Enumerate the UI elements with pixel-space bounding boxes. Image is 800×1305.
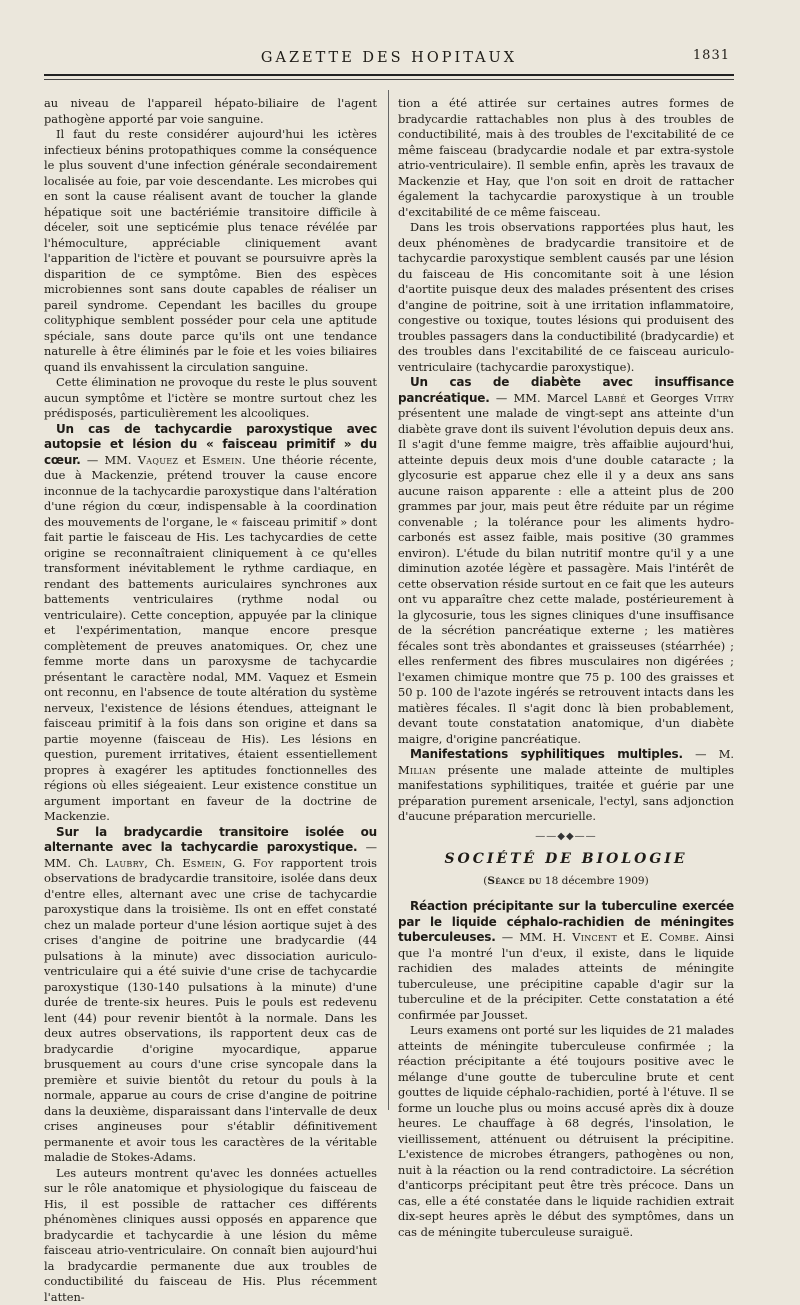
author-name: Labbé xyxy=(594,391,626,405)
paragraph: au niveau de l'appareil hépato-biliaire de l'agent pathogène apporté par voie sanguine. xyxy=(44,96,377,127)
author-name: Esmein xyxy=(202,453,242,467)
dash-text: — MM. Ch. xyxy=(44,840,377,870)
dash-text: — MM. Marcel xyxy=(490,391,594,405)
article-heading: Un cas de tachycardie paroxystique avec autopsie et lésion du « faisceau primitif » du cœur. xyxy=(44,422,377,467)
author-name: Foy xyxy=(253,856,274,870)
page-number: 1831 xyxy=(693,48,730,63)
paragraph: Les auteurs montrent qu'avec les données actuelles sur le rôle anatomique et physiologique du faisceau de His, il est possible de rattacher ces différents phénomènes cliniques aussi opposés en apparence que bradycardie et tachycardie à une lésion du même faisceau atrio-ventriculaire. On connaît bien aujourd'hui la bradycardie permanente due aux troubles de conductibilité du faisceau de His. Plus récemment l'atten- xyxy=(44,1166,377,1305)
author-name: Milian xyxy=(398,763,436,777)
paragraph: tion a été attirée sur certaines autres formes de bradycardie rattachables non plus à des troubles de conductibilité, mais à des troubles de l'excitabilité de ce même faisceau (bradycardie nodale et par extra-systole atrio-ventriculaire). Il semble enfin, après les travaux de Mackenzie et Hay, que l'on soit en droit de rattacher également la tachycardie paroxystique à un trouble d'excitabilité de ce même faisceau. xyxy=(398,96,734,220)
article-heading: Réaction précipitante sur la tuberculine exercée par le liquide céphalo-rachidien de méningites tuberculeuses. xyxy=(398,899,734,944)
article-heading: Un cas de diabète avec insuffisance pancréatique. xyxy=(398,375,734,405)
paren-open: ( xyxy=(483,875,487,887)
column-divider xyxy=(388,90,389,1110)
article-body: présentent une malade de vingt-sept ans atteinte d'un diabète grave dont ils suivent l'évolution depuis deux ans. Il s'agit d'une femme maigre, très affaiblie aujourd'hui, atteinte depuis deux mois d'une double cataracte ; la glycosurie est apparue chez elle il y a deux ans sans aucune raison apparente : elle a atteint plus de 200 grammes par jour, mais peut être réduite par un régime convenable ; la tolérance pour les aliments hydro-carbonés est assez faible, mais positive (30 grammes environ). L'étude du bilan nutritif montre qu'il y a une diminution azotée légère et passagère. Mais l'intérêt de cette observation réside surtout en ce fait que les auteurs ont vu apparaître chez cette malade, postérieurement à la glycosurie, tous les signes cliniques d'une insuffisance de la sécrétion pancréatique externe ; les matières fécales sont très abondantes et graisseuses (stéarrhée) ; elles renferment des fibres musculaires non digérées ; l'examen chimique montre que 75 p. 100 des graisses et 50 p. 100 de l'azote ingérés se retrouvent intacts dans les matières fécales. Il s'agit donc là bien probablement, devant toute constatation anatomique, d'un diabète maigre, d'origine pancréatique. xyxy=(398,406,734,746)
article-body: présente une malade atteinte de multiples manifestations syphilitiques, traitée et guérie par une préparation purement arsenicale, l'ectyl, sans adjonction d'aucune préparation mercurielle. xyxy=(398,763,734,824)
author-name: Combe xyxy=(659,930,696,944)
header-rule-thin xyxy=(44,79,734,80)
article-heading: Manifestations syphilitiques multiples. xyxy=(410,747,683,761)
article-bradycardie xyxy=(44,825,377,1166)
article-heading: Sur la bradycardie transitoire isolée ou alternante avec la tachycardie paroxystique. xyxy=(44,825,377,855)
page-header-title: GAZETTE DES HOPITAUX xyxy=(44,50,734,66)
section-title: SOCIÉTÉ DE BIOLOGIE xyxy=(398,852,734,868)
paragraph: Leurs examens ont porté sur les liquides de 21 malades atteints de méningite tuberculeuse confirmée ; la réaction précipitante a été toujours positive avec le mélange d'une goutte de tuberculine brute et cent gouttes de liquide céphalo-rachidien, porté à l'étuve. Il se forme un louche plus ou moins accusé après dix à douze heures. Le chauffage à 68 degrés, l'insolation, le vieillissement, atténuent ou détruisent la précipitine. L'existence de microbes étrangers, pathogènes ou non, nuit à la réaction ou la rend contradictoire. La sécrétion d'anticorps précipitant peut être très précoce. Dans un cas, elle a été constatée dans le liquide rachidien extrait dix-sept heures après le début des symptômes, dans un cas de méningite tuberculeuse suraiguë. xyxy=(398,1023,734,1240)
author-name: Laubry xyxy=(105,856,144,870)
author-name: Esmein xyxy=(182,856,222,870)
paragraph: Dans les trois observations rapportées plus haut, les deux phénomènes de bradycardie transitoire et de tachycardie paroxystique semblent causés par une lésion du faisceau de His concomitante soit à une lésion d'aortite puisque deux des malades présentent des crises d'angine de poitrine, soit à une irritation inflammatoire, congestive ou toxique, toutes lésions qui produisent des troubles passagers dans la conductibilité (bradycardie) et des troubles dans l'excitabilité de ce faisceau auriculo-ventriculaire (tachycardie paroxystique). xyxy=(398,220,734,375)
separator-text: , Ch. xyxy=(144,856,182,870)
dash-text: — MM. xyxy=(81,453,138,467)
separator-text: , G. xyxy=(222,856,253,870)
session-date xyxy=(398,874,734,890)
right-column xyxy=(398,96,734,1240)
header-rule-thick xyxy=(44,74,734,76)
conjunction-text: et xyxy=(178,453,202,467)
article-body: . Une théorie récente, due à Mackenzie, prétend trouver la cause encore inconnue de la tachycardie paroxystique dans l'altération d'une région du cœur, indispensable à la coordination des mouvements de l'organe, le « faisceau primitif » dont fait partie le faisceau de His. Les tachycardies de cette origine se reconnaîtraient cliniquement à ce qu'elles transforment inévitablement le rythme cardiaque, en rendant des battements auriculaires synchrones aux battements ventriculaires (rythme nodal ou ventriculaire). Cette conception, appuyée par la clinique et l'expérimentation, manque encore presque complètement de preuves anatomiques. Or, chez une femme morte dans un paroxysme de tachycardie présentant le caractère nodal, MM. Vaquez et Esmein ont reconnu, en l'absence de toute altération du système nerveux, l'existence de lésions étendues, atteignant le faisceau primitif à la fois dans son origine et dans sa partie moyenne (faisceau de His). Les lésions en question, purement irritatives, étaient essentiellement propres à exagérer les aptitudes fonctionnelles des régions où elles siégeaient. Leur existence constitue un argument important en faveur de la doctrine de Mackenzie. xyxy=(44,453,377,824)
paragraph: Il faut du reste considérer aujourd'hui les ictères infectieux bénins protopathiques comme la conséquence le plus souvent d'une infection générale secondairement localisée au foie, par voie descendante. Les microbes qui en sont la cause réalisent avant de toucher la glande hépatique soit une bactériémie transitoire difficile à déceler, soit une septicémie plus tenace révélée par l'hémoculture, appréciable cliniquement avant l'apparition de l'ictère et pouvant se poursuivre après la disparition de ce symptôme. Bien des espèces microbiennes sont sans doute capables de réaliser un pareil syndrome. Cependant les bacilles du groupe colityphique semblent posséder pour cela une aptitude spéciale, sans doute parce qu'ils ont une tendance naturelle à être éliminés par le foie et les voies biliaires quand ils envahissent la circulation sanguine. xyxy=(44,127,377,375)
article-body: . Ainsi que l'a montré l'un d'eux, il existe, dans le liquide rachidien des malades atteints de méningite tuberculeuse, une précipitine capable d'agir sur la tuberculine et de la précipiter. Cette constatation a été confirmée par Jousset. xyxy=(398,930,734,1022)
session-label: Séance du xyxy=(487,875,541,887)
article-tuberculine xyxy=(398,899,734,1023)
left-column xyxy=(44,96,377,1305)
article-tachycardie xyxy=(44,422,377,825)
author-name: Vaquez xyxy=(138,453,179,467)
article-diabete xyxy=(398,375,734,747)
ornament-divider: ——◆◆—— xyxy=(398,829,734,845)
author-name: Vitry xyxy=(705,391,734,405)
paragraph: Cette élimination ne provoque du reste le plus souvent aucun symptôme et l'ictère se montre surtout chez les prédisposés, particulièrement les alcooliques. xyxy=(44,375,377,422)
author-name: Vincent xyxy=(572,930,617,944)
dash-text: — MM. H. xyxy=(496,930,573,944)
separator-text: et E. xyxy=(617,930,659,944)
dash-text: — M. xyxy=(683,747,734,761)
separator-text: et Georges xyxy=(626,391,704,405)
article-syphilis xyxy=(398,747,734,825)
session-date-value: 18 décembre 1909) xyxy=(542,875,649,887)
article-body: rapportent trois observations de bradycardie transitoire, isolée dans deux d'entre elles, alternant avec une crise de tachycardie paroxystique dans la troisième. Ils ont en effet constaté chez un malade porteur d'une lésion aortique sujet à des crises d'angine de poitrine une bradycardie (44 pulsations à la minute) avec dissociation auriculo-ventriculaire qui a été suivie d'une crise de tachycardie paroxystique (130-140 pulsations à la minute) d'une durée de trente-six heures. Puis le pouls est redevenu lent (44) pour revenir bientôt à la normale. Dans les deux autres observations, ils rapportent deux cas de bradycardie d'origine myocardique, apparue brusquement au cours d'une crise syncopale dans la première et suivie bientôt du retour du pouls à la normale, apparue au cours de crise d'angine de poitrine dans la deuxième, disparaissant dans l'intervalle de deux crises angineuses pour s'établir définitivement permanente et avoir tous les caractères de la véritable maladie de Stokes-Adams. xyxy=(44,856,377,1165)
